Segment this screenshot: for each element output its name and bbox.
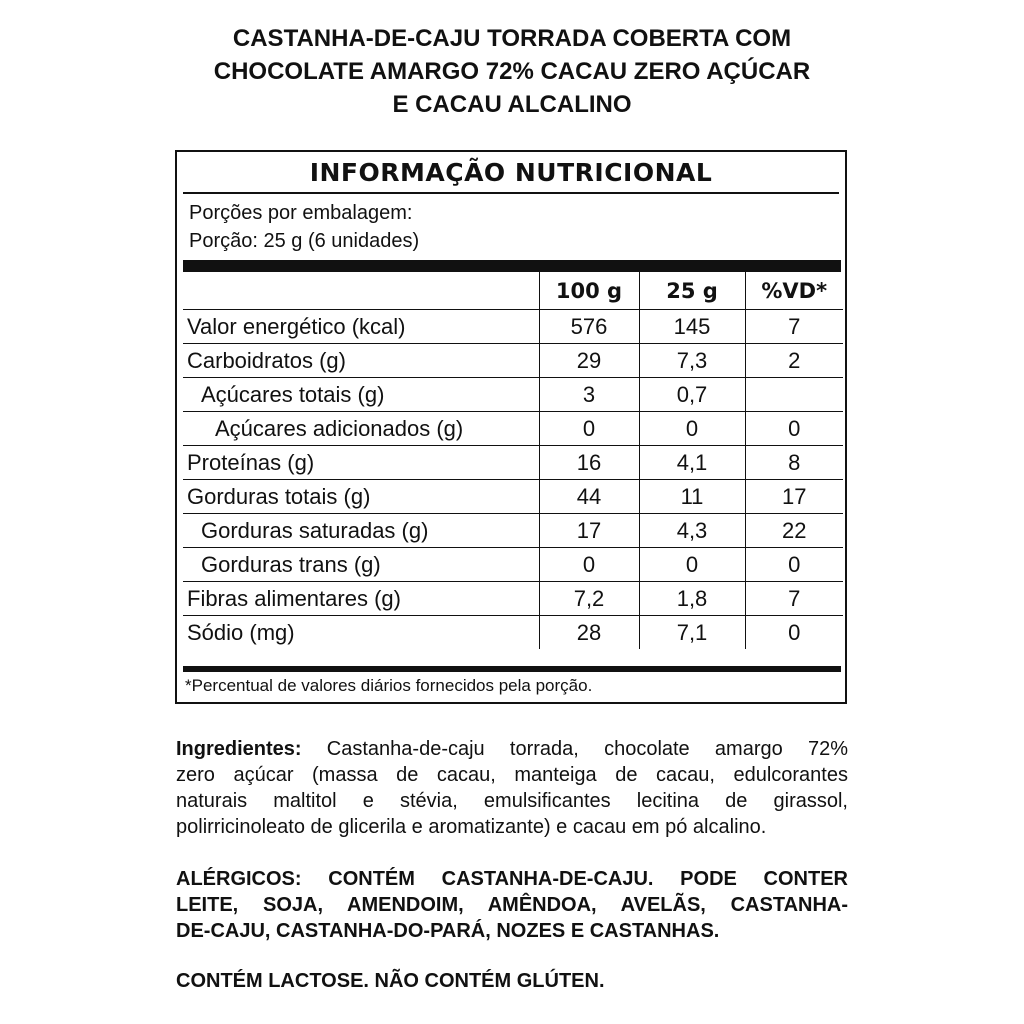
value-100g: 7,2 [539, 582, 639, 616]
value-serving: 0 [639, 412, 745, 446]
nutrient-label: Carboidratos (g) [183, 344, 539, 378]
value-serving: 4,3 [639, 514, 745, 548]
table-row [183, 582, 843, 616]
dv-footnote: *Percentual de valores diários fornecidos pela porção. [185, 676, 593, 695]
column-header-100g: 100 g [539, 272, 639, 310]
value-100g: 29 [539, 344, 639, 378]
product-title [0, 22, 1024, 121]
value-serving: 1,8 [639, 582, 745, 616]
value-serving: 11 [639, 480, 745, 514]
heading-divider [183, 192, 839, 194]
table-row [183, 310, 843, 344]
value-100g: 3 [539, 378, 639, 412]
value-100g: 28 [539, 616, 639, 650]
value-serving: 0 [639, 548, 745, 582]
serving-size: Porção: 25 g (6 unidades) [189, 230, 420, 252]
ingredients-line: zero açúcar (massa de cacau, manteiga de cacau, edulcorantes [176, 764, 848, 786]
nutrient-label: Sódio (mg) [183, 616, 539, 650]
value-dv: 7 [745, 582, 843, 616]
table-row [183, 412, 843, 446]
nutrient-label: Fibras alimentares (g) [183, 582, 539, 616]
product-title-line: E CACAU ALCALINO [392, 91, 632, 118]
nutrition-heading: INFORMAÇÃO NUTRICIONAL [309, 158, 713, 187]
value-dv: 17 [745, 480, 843, 514]
value-dv: 0 [745, 616, 843, 650]
column-header-dv: %VD* [745, 272, 843, 310]
nutrient-label: Gorduras trans (g) [183, 548, 539, 582]
allergen-line: ALÉRGICOS: CONTÉM CASTANHA-DE-CAJU. PODE CONTER [176, 868, 848, 890]
value-dv: 7 [745, 310, 843, 344]
header-blank [183, 272, 539, 310]
table-row [183, 344, 843, 378]
servings-per-package: Porções por embalagem: [189, 202, 413, 224]
value-100g: 0 [539, 548, 639, 582]
value-serving: 7,1 [639, 616, 745, 650]
value-serving: 0,7 [639, 378, 745, 412]
allergens-paragraph [176, 866, 848, 944]
value-100g: 16 [539, 446, 639, 480]
value-dv [745, 378, 843, 412]
nutrient-label: Açúcares adicionados (g) [183, 412, 539, 446]
table-row [183, 514, 843, 548]
table-row [183, 548, 843, 582]
value-dv: 8 [745, 446, 843, 480]
ingredients-text: Castanha-de-caju torrada, chocolate amargo 72% [301, 738, 848, 760]
product-title-line: CASTANHA-DE-CAJU TORRADA COBERTA COM [232, 25, 792, 52]
ingredients-line: naturais maltitol e stévia, emulsificantes lecitina de girassol, [176, 790, 848, 812]
table-header-row [183, 272, 843, 310]
table-row [183, 378, 843, 412]
value-dv: 0 [745, 548, 843, 582]
column-header-serving: 25 g [639, 272, 745, 310]
ingredients-line: polirricinoleato de glicerila e aromatizante) e cacau em pó alcalino. [176, 816, 767, 838]
nutrient-label: Gorduras saturadas (g) [183, 514, 539, 548]
value-dv: 2 [745, 344, 843, 378]
value-100g: 576 [539, 310, 639, 344]
allergen-line: DE-CAJU, CASTANHA-DO-PARÁ, NOZES E CASTANHAS. [176, 920, 720, 942]
value-dv: 0 [745, 412, 843, 446]
value-100g: 44 [539, 480, 639, 514]
nutrition-facts-panel [175, 150, 847, 704]
nutrient-label: Açúcares totais (g) [183, 378, 539, 412]
value-100g: 17 [539, 514, 639, 548]
table-row [183, 616, 843, 650]
value-dv: 22 [745, 514, 843, 548]
value-100g: 0 [539, 412, 639, 446]
thick-divider [183, 260, 841, 272]
value-serving: 4,1 [639, 446, 745, 480]
table-row [183, 480, 843, 514]
nutrient-label: Proteínas (g) [183, 446, 539, 480]
product-title-line: CHOCOLATE AMARGO 72% CACAU ZERO AÇÚCAR [213, 58, 811, 85]
lactose-gluten-statement: CONTÉM LACTOSE. NÃO CONTÉM GLÚTEN. [176, 970, 605, 992]
value-serving: 7,3 [639, 344, 745, 378]
ingredients-paragraph [176, 736, 848, 840]
value-serving: 145 [639, 310, 745, 344]
ingredients-label: Ingredientes: [176, 738, 302, 760]
nutrient-label: Gorduras totais (g) [183, 480, 539, 514]
table-row [183, 446, 843, 480]
allergen-line: LEITE, SOJA, AMENDOIM, AMÊNDOA, AVELÃS, CASTANHA- [176, 894, 848, 916]
nutrient-label: Valor energético (kcal) [183, 310, 539, 344]
nutrition-table [183, 272, 843, 649]
bottom-divider [183, 666, 841, 672]
ingredients-line-1 [176, 736, 848, 762]
